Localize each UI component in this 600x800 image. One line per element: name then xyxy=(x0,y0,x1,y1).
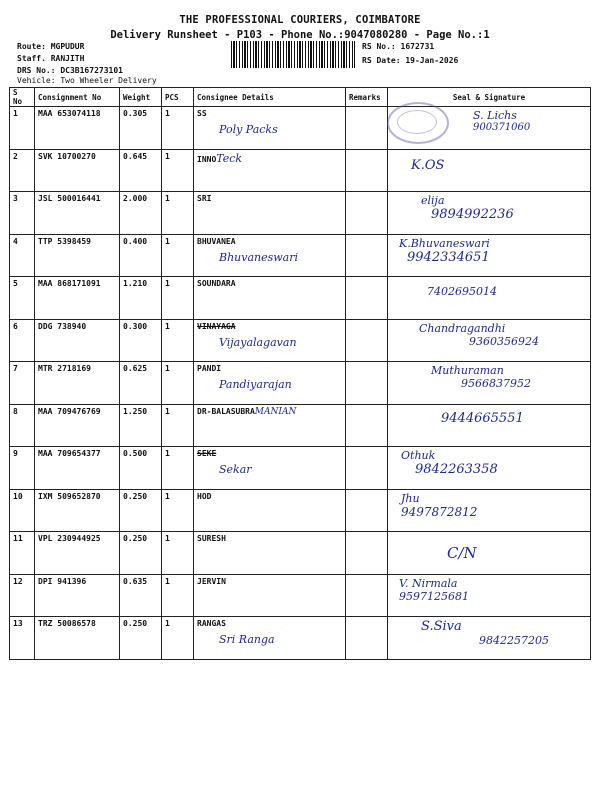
consignee-name: SEKE xyxy=(197,449,217,458)
cell-remarks xyxy=(346,192,388,235)
staff-label: Staff. RANJITH xyxy=(17,54,85,63)
cell-remarks xyxy=(346,404,388,447)
drs-label: DRS No.: DC3B167273101 xyxy=(17,66,123,75)
table-row xyxy=(10,234,591,277)
consignee-name: SRI xyxy=(197,194,212,203)
consignee-name: SURESH xyxy=(197,534,226,543)
cell-remarks xyxy=(346,489,388,532)
cell-pcs: 1 xyxy=(162,277,194,320)
barcode xyxy=(231,41,355,68)
cell-signature xyxy=(388,234,591,277)
signature: Chandragandhi 9360356924 xyxy=(419,321,539,348)
cell-signature xyxy=(388,192,591,235)
cell-remarks xyxy=(346,319,388,362)
cell-pcs: 1 xyxy=(162,192,194,235)
cell-weight: 0.635 xyxy=(120,574,162,617)
cell-remarks xyxy=(346,107,388,150)
cell-signature xyxy=(388,617,591,660)
cell-signature xyxy=(388,362,591,405)
cell-consignment: VPL 230944925 xyxy=(35,532,120,575)
signature: S. Lichs 900371060 xyxy=(473,109,531,133)
signature: 9444665551 xyxy=(441,410,524,426)
cell-remarks xyxy=(346,532,388,575)
cell-weight: 0.400 xyxy=(120,234,162,277)
cell-signature xyxy=(388,447,591,490)
company-title: THE PROFESSIONAL COURIERS, COIMBATORE xyxy=(179,14,421,26)
cell-consignee xyxy=(194,319,346,362)
cell-weight: 0.250 xyxy=(120,489,162,532)
table-row xyxy=(10,319,591,362)
rs-date: RS Date: 19-Jan-2026 xyxy=(362,56,459,65)
rubber-stamp xyxy=(387,102,449,144)
handwritten-note: MANIAN xyxy=(254,406,297,417)
handwritten-note: Bhuvaneswari xyxy=(219,250,299,264)
cell-weight: 0.305 xyxy=(120,107,162,150)
cell-weight: 0.300 xyxy=(120,319,162,362)
cell-consignment: MAA 653074118 xyxy=(35,107,120,150)
cell-signature xyxy=(388,574,591,617)
handwritten-note: Sri Ranga xyxy=(219,633,275,646)
consignee-name: DR-BALASUBRA xyxy=(197,406,255,416)
signature: 7402695014 xyxy=(427,285,497,298)
cell-consignment: DDG 738940 xyxy=(35,319,120,362)
consignee-name: RANGAS xyxy=(197,619,226,628)
cell-pcs: 1 xyxy=(162,447,194,490)
col-pcs: PCS xyxy=(162,88,194,107)
consignee-name: INNO xyxy=(197,154,217,164)
cell-consignee xyxy=(194,532,346,575)
cell-pcs: 1 xyxy=(162,489,194,532)
cell-signature xyxy=(388,489,591,532)
table-row xyxy=(10,149,591,192)
cell-sno: 3 xyxy=(10,192,35,235)
cell-sno: 7 xyxy=(10,362,35,405)
cell-consignee xyxy=(194,192,346,235)
cell-sno: 6 xyxy=(10,319,35,362)
cell-weight: 2.000 xyxy=(120,192,162,235)
cell-consignee xyxy=(194,489,346,532)
signature: C/N xyxy=(447,544,477,562)
cell-weight: 0.500 xyxy=(120,447,162,490)
vehicle-label: Vehicle: Two Wheeler Delivery xyxy=(17,76,157,85)
cell-consignment: MTR 2718169 xyxy=(35,362,120,405)
cell-consignment: DPI 941396 xyxy=(35,574,120,617)
delivery-table xyxy=(9,87,591,660)
cell-pcs: 1 xyxy=(162,404,194,447)
signature: elija 9894992236 xyxy=(421,194,514,222)
table-row xyxy=(10,362,591,405)
cell-sno: 11 xyxy=(10,532,35,575)
signature: Muthuraman 9566837952 xyxy=(431,364,531,390)
cell-consignment: TTP 5398459 xyxy=(35,234,120,277)
table-row xyxy=(10,107,591,150)
cell-consignee xyxy=(194,234,346,277)
cell-pcs: 1 xyxy=(162,362,194,405)
cell-signature xyxy=(388,532,591,575)
table-row xyxy=(10,192,591,235)
cell-consignee xyxy=(194,404,346,447)
cell-remarks xyxy=(346,149,388,192)
cell-weight: 0.250 xyxy=(120,617,162,660)
cell-signature xyxy=(388,149,591,192)
cell-sno: 5 xyxy=(10,277,35,320)
cell-signature xyxy=(388,319,591,362)
cell-consignment: MAA 709476769 xyxy=(35,404,120,447)
table-header-row xyxy=(10,88,591,107)
table-row xyxy=(10,574,591,617)
col-sno: S No xyxy=(10,88,35,107)
cell-remarks xyxy=(346,447,388,490)
consignee-name: VINAYAGA xyxy=(197,321,236,331)
cell-consignee xyxy=(194,362,346,405)
col-weight: Weight xyxy=(120,88,162,107)
cell-consignee xyxy=(194,277,346,320)
cell-consignment: IXM 509652870 xyxy=(35,489,120,532)
cell-weight: 1.250 xyxy=(120,404,162,447)
cell-remarks xyxy=(346,574,388,617)
cell-consignment: TRZ 50086578 xyxy=(35,617,120,660)
signature: Othuk 9842263358 xyxy=(401,449,498,477)
consignee-name: SOUNDARA xyxy=(197,279,236,288)
handwritten-note: Poly Packs xyxy=(219,123,278,136)
cell-sno: 2 xyxy=(10,149,35,192)
signature: S.Siva 9842257205 xyxy=(421,619,549,647)
cell-pcs: 1 xyxy=(162,532,194,575)
cell-consignee xyxy=(194,617,346,660)
cell-weight: 1.210 xyxy=(120,277,162,320)
table-row xyxy=(10,532,591,575)
cell-consignee xyxy=(194,107,346,150)
cell-pcs: 1 xyxy=(162,234,194,277)
cell-remarks xyxy=(346,617,388,660)
col-consignee: Consignee Details xyxy=(194,88,346,107)
handwritten-note: Pandiyarajan xyxy=(219,378,292,391)
cell-sno: 10 xyxy=(10,489,35,532)
consignee-name: JERVIN xyxy=(197,576,226,586)
table-row xyxy=(10,404,591,447)
cell-weight: 0.645 xyxy=(120,149,162,192)
cell-sno: 13 xyxy=(10,617,35,660)
cell-sno: 12 xyxy=(10,574,35,617)
cell-signature xyxy=(388,404,591,447)
runsheet-title: Delivery Runsheet - P103 - Phone No.:9047080280 - Page No.:1 xyxy=(110,29,490,41)
consignee-name: BHUVANEA xyxy=(197,236,236,246)
cell-pcs: 1 xyxy=(162,107,194,150)
table-row xyxy=(10,489,591,532)
table-row xyxy=(10,277,591,320)
cell-consignment: SVK 10700270 xyxy=(35,149,120,192)
consignee-name: HOD xyxy=(197,491,212,501)
table-row xyxy=(10,447,591,490)
cell-sno: 4 xyxy=(10,234,35,277)
handwritten-note: Vijayalagavan xyxy=(219,335,297,349)
cell-pcs: 1 xyxy=(162,149,194,192)
cell-weight: 0.250 xyxy=(120,532,162,575)
cell-sno: 9 xyxy=(10,447,35,490)
table-row xyxy=(10,617,591,660)
route-label: Route: MGPUDUR xyxy=(17,42,85,51)
rs-number: RS No.: 1672731 xyxy=(362,42,435,51)
cell-remarks xyxy=(346,277,388,320)
col-remarks: Remarks xyxy=(346,88,388,107)
cell-remarks xyxy=(346,234,388,277)
signature: V. Nirmala 9597125681 xyxy=(399,576,469,603)
signature: Jhu 9497872812 xyxy=(401,491,478,519)
consignee-name: PANDI xyxy=(197,364,222,373)
cell-consignee xyxy=(194,149,346,192)
handwritten-note: Teck xyxy=(216,151,243,165)
cell-consignee xyxy=(194,447,346,490)
cell-pcs: 1 xyxy=(162,574,194,617)
cell-weight: 0.625 xyxy=(120,362,162,405)
consignee-name: SS xyxy=(197,109,207,118)
cell-consignee xyxy=(194,574,346,617)
cell-pcs: 1 xyxy=(162,617,194,660)
cell-consignment: MAA 868171091 xyxy=(35,277,120,320)
cell-consignment: MAA 709654377 xyxy=(35,447,120,490)
col-consignment: Consignment No xyxy=(35,88,120,107)
cell-remarks xyxy=(346,362,388,405)
cell-consignment: JSL 500016441 xyxy=(35,192,120,235)
signature: K.Bhuvaneswari 9942334651 xyxy=(399,236,490,265)
cell-sno: 8 xyxy=(10,404,35,447)
cell-pcs: 1 xyxy=(162,319,194,362)
cell-signature xyxy=(388,277,591,320)
signature: K.OS xyxy=(411,157,445,173)
col-seal: Seal & Signature xyxy=(388,88,591,107)
handwritten-note: Sekar xyxy=(219,463,252,476)
cell-sno: 1 xyxy=(10,107,35,150)
